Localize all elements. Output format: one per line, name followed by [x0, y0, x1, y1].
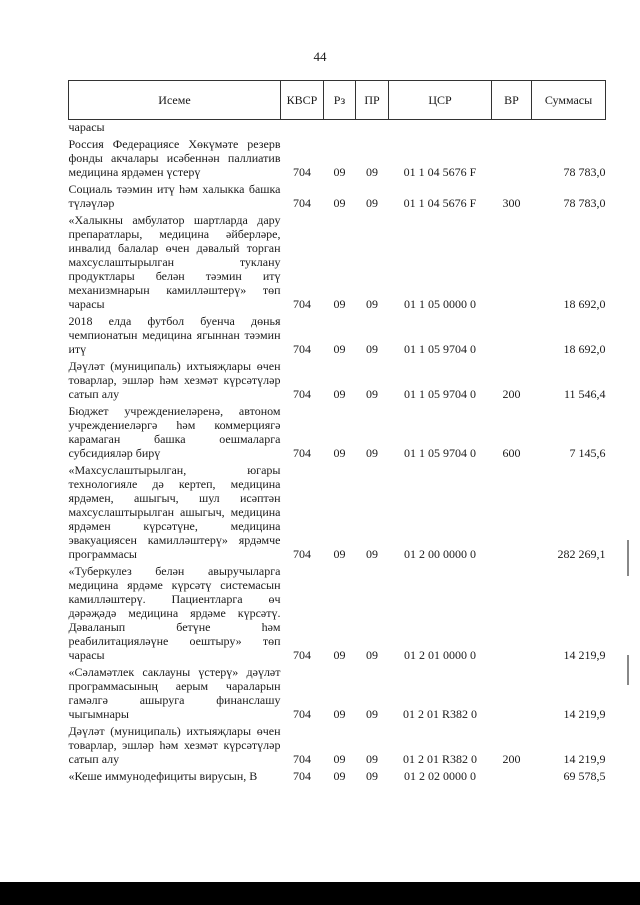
header-rz: Рз — [324, 81, 356, 120]
row-sum: 69 578,5 — [563, 769, 606, 783]
row-csr: 01 2 02 0000 0 — [404, 769, 476, 783]
header-sum: Суммасы — [532, 81, 606, 120]
header-vr: ВР — [492, 81, 532, 120]
table-row — [69, 357, 606, 402]
row-sum: 78 783,0 — [563, 165, 606, 179]
scan-edge-mark — [627, 655, 629, 685]
row-rz: 09 — [333, 752, 346, 766]
row-csr: 01 1 05 9704 0 — [404, 446, 476, 460]
row-csr: 01 2 01 0000 0 — [404, 648, 476, 662]
row-sum: 11 546,4 — [563, 387, 606, 401]
row-csr — [389, 120, 492, 136]
row-csr: 01 1 05 9704 0 — [404, 342, 476, 356]
table-header — [69, 81, 606, 120]
row-sum: 7 145,6 — [569, 446, 606, 460]
row-pr: 09 — [366, 196, 378, 210]
row-name: Социаль тәэмин итү һәм халыкка башка түләүләр — [68, 182, 281, 210]
row-name: «Махсуслаштырылган, югары технологияле дә кертеп, медицина ярдәмен, ашыгыч, шул исәптән махсуслаштырылган ашыгыч, медицина ярдәмен күрсәтүне, медицина эвакуациясен камилләштерү» ярдәмче программасы — [68, 463, 281, 561]
row-vr: 200 — [502, 387, 521, 401]
header-kvsr: КВСР — [281, 81, 324, 120]
row-kvsr: 704 — [293, 769, 311, 783]
table-row — [69, 211, 606, 312]
row-sum — [532, 120, 606, 136]
row-rz: 09 — [333, 769, 346, 783]
header-csr: ЦСР — [389, 81, 492, 120]
row-pr: 09 — [366, 387, 378, 401]
table-row — [69, 767, 606, 784]
header-pr: ПР — [356, 81, 389, 120]
table-row — [69, 461, 606, 562]
row-sum: 18 692,0 — [563, 342, 606, 356]
page-number: 44 — [313, 49, 327, 64]
row-kvsr: 704 — [293, 387, 311, 401]
row-sum: 14 219,9 — [563, 648, 606, 662]
row-vr — [492, 120, 532, 136]
row-name: Дәүләт (муниципаль) ихтыяҗлары өчен товарлар, эшләр һәм хезмәт күрсәтүләр сатып алу — [68, 724, 281, 766]
row-sum: 18 692,0 — [563, 297, 606, 311]
table-row — [69, 663, 606, 722]
table-row — [69, 135, 606, 180]
row-pr: 09 — [366, 752, 378, 766]
row-pr: 09 — [366, 769, 378, 783]
row-kvsr: 704 — [293, 446, 311, 460]
row-csr: 01 1 04 5676 F — [403, 165, 477, 179]
header-name: Исеме — [69, 81, 281, 120]
row-rz: 09 — [333, 547, 346, 561]
row-kvsr: 704 — [293, 648, 311, 662]
row-rz — [324, 120, 356, 136]
table-body — [69, 120, 606, 785]
row-vr — [492, 312, 532, 357]
row-rz: 09 — [333, 648, 346, 662]
row-vr: 200 — [502, 752, 521, 766]
row-name: Дәүләт (муниципаль) ихтыяҗлары өчен товарлар, эшләр һәм хезмәт күрсәтүләр сатып алу — [68, 359, 281, 401]
scan-edge-mark — [627, 540, 629, 576]
row-pr: 09 — [366, 297, 378, 311]
row-pr: 09 — [366, 446, 378, 460]
row-kvsr: 704 — [293, 342, 311, 356]
row-name: «Кеше иммунодефициты вирусын, В — [68, 769, 258, 783]
row-csr: 01 2 01 R382 0 — [402, 707, 477, 721]
row-name: Россия Федерациясе Хөкүмәте резерв фонды акчалары исәбеннән паллиатив медицина ярдәмен үстерү — [68, 137, 281, 179]
row-name: чарасы — [68, 120, 105, 134]
row-name: «Туберкулез белән авыручыларга медицина ярдәме күрсәтү системасын камилләштерү. Пациентларга өч дәрәҗәдә медицина ярдәме күрсәтү. Дәваланып бетүне һәм реабилитацияләүне оештыру» төп чарасы — [68, 564, 281, 662]
row-csr: 01 2 01 R382 0 — [402, 752, 477, 766]
row-name: «Сәламәтлек саклауны үстерү» дәүләт программасының аерым чараларын гамәлгә ашыруга финанслашу чыгымнары — [68, 665, 281, 721]
row-vr — [492, 767, 532, 784]
row-kvsr: 704 — [293, 196, 311, 210]
row-rz: 09 — [333, 297, 346, 311]
row-vr: 300 — [502, 196, 521, 210]
row-csr: 01 1 05 9704 0 — [404, 387, 476, 401]
row-sum: 78 783,0 — [563, 196, 606, 210]
row-sum: 14 219,9 — [563, 707, 606, 721]
table-row — [69, 562, 606, 663]
row-vr — [492, 663, 532, 722]
row-kvsr: 704 — [293, 707, 311, 721]
row-kvsr: 704 — [293, 547, 311, 561]
row-pr: 09 — [366, 648, 378, 662]
table-row — [69, 120, 606, 136]
table-row — [69, 312, 606, 357]
row-sum: 282 269,1 — [557, 547, 606, 561]
row-rz: 09 — [333, 196, 346, 210]
row-rz: 09 — [333, 446, 346, 460]
row-rz: 09 — [333, 342, 346, 356]
row-vr — [492, 211, 532, 312]
table-row — [69, 722, 606, 767]
row-pr — [356, 120, 389, 136]
row-sum: 14 219,9 — [563, 752, 606, 766]
row-pr: 09 — [366, 342, 378, 356]
budget-table — [68, 80, 606, 784]
row-vr — [492, 562, 532, 663]
row-name: Бюджет учреждениеләренә, автоном учреждениеләргә һәм коммерциягә карамаган башка оешмаларга субсидияләр бирү — [68, 404, 281, 460]
table-row — [69, 402, 606, 461]
scan-bottom-edge — [0, 882, 640, 905]
row-rz: 09 — [333, 387, 346, 401]
row-name: 2018 елда футбол буенча дөнья чемпионатын медицина ягыннан тәэмин итү — [68, 314, 281, 356]
row-name: «Халыкны амбулатор шартларда дару препаратлары, медицина әйберләре, инвалид балалар өчен дәвалый торган махсуслаштырылган туклану продуктлары белән тәэмин итү механизмнарын камилләштерү» төп чарасы — [68, 213, 281, 311]
row-csr: 01 1 05 0000 0 — [404, 297, 476, 311]
row-kvsr — [281, 120, 324, 136]
row-pr: 09 — [366, 165, 378, 179]
row-pr: 09 — [366, 547, 378, 561]
row-rz: 09 — [333, 165, 346, 179]
row-csr: 01 1 04 5676 F — [403, 196, 477, 210]
row-pr: 09 — [366, 707, 378, 721]
table-row — [69, 180, 606, 211]
row-vr: 600 — [502, 446, 521, 460]
row-kvsr: 704 — [293, 297, 311, 311]
row-rz: 09 — [333, 707, 346, 721]
row-kvsr: 704 — [293, 165, 311, 179]
row-csr: 01 2 00 0000 0 — [404, 547, 476, 561]
row-vr — [492, 461, 532, 562]
row-kvsr: 704 — [293, 752, 311, 766]
row-vr — [492, 135, 532, 180]
